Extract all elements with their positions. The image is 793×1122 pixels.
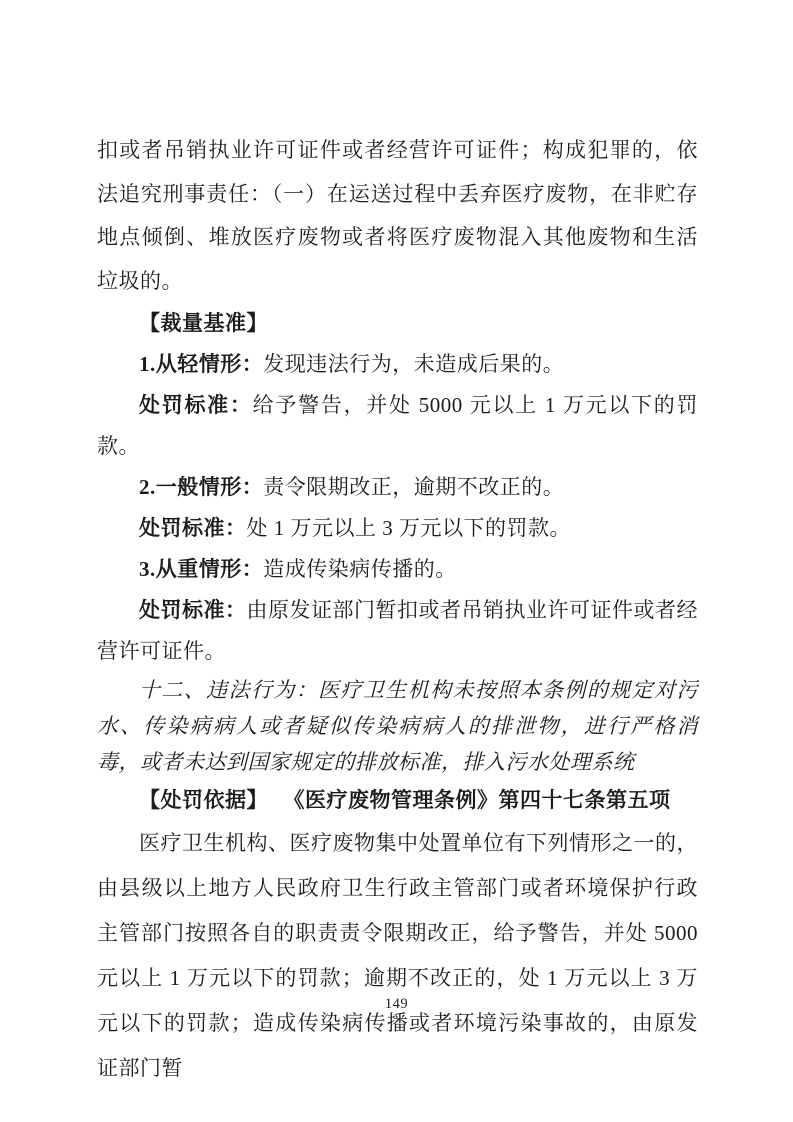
basis-body-paragraph: 医疗卫生机构、医疗废物集中处置单位有下列情形之一的，由县级以上地方人民政府卫生行政主管部门或者环境保护行政主管部门按照各自的职责责令限期改正，给予警告，并处 5000 元以上 1 万元以下的罚款；逾期不改正的，处 1 万元以上 3 万元以下的罚款；造成传染病传播或者环境污染事故的，由原发证部门暂: [97, 831, 698, 1080]
continuation-paragraph: 扣或者吊销执业许可证件或者经营许可证件；构成犯罪的，依法追究刑事责任：（一）在运送过程中丢弃医疗废物，在非贮存地点倾倒、堆放医疗废物或者将医疗废物混入其他废物和生活垃圾的。: [97, 138, 698, 293]
item-2-general: [97, 467, 698, 508]
item-1-std-label: 处罚标准：: [139, 393, 253, 417]
penalty-basis-heading: [97, 780, 698, 821]
item-1-label: 1.从轻情形：: [139, 352, 264, 376]
item-1-text: 发现违法行为，未造成后果的。: [263, 352, 565, 376]
item-1-std-text: 给予警告，并处 5000 元以上 1 万元以下的罚款。: [97, 393, 699, 458]
penalty-basis-reference: 《医疗废物管理条例》第四十七条第五项: [294, 788, 671, 812]
item-2-penalty-standard: [97, 508, 698, 549]
page-content: [97, 129, 698, 1091]
item-2-text: 责令限期改正，逾期不改正的。: [263, 475, 565, 499]
item-3-std-text: 由原发证部门暂扣或者吊销执业许可证件或者经营许可证件。: [97, 598, 698, 663]
item-2-std-text: 处 1 万元以上 3 万元以下的罚款。: [246, 516, 571, 540]
item-3-label: 3.从重情形：: [139, 557, 264, 581]
item-1-mitigating: [97, 344, 698, 385]
item-3-text: 造成传染病传播的。: [263, 557, 457, 581]
violation-12-paragraph: 十二、违法行为：医疗卫生机构未按照本条例的规定对污水、传染病病人或者疑似传染病病人的排泄物，进行严格消毒，或者未达到国家规定的排放标准，排入污水处理系统: [97, 678, 698, 774]
discretion-basis-heading: 【裁量基准】: [139, 311, 268, 335]
penalty-basis-label: 【处罚依据】: [139, 788, 268, 812]
item-2-std-label: 处罚标准：: [139, 516, 247, 540]
item-3-penalty-standard: [97, 590, 698, 672]
item-2-label: 2.一般情形：: [139, 475, 264, 499]
item-1-penalty-standard: [97, 385, 698, 467]
item-3-std-label: 处罚标准：: [139, 598, 247, 622]
item-3-aggravating: [97, 549, 698, 590]
page-number: 149: [384, 996, 409, 1012]
